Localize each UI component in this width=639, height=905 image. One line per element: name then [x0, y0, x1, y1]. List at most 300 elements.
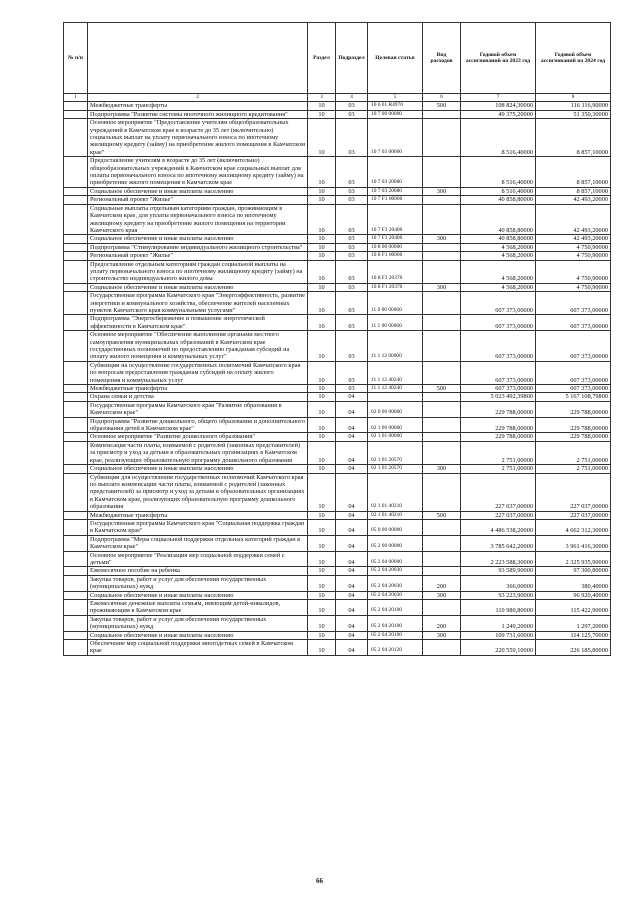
- cell-section: 10: [308, 640, 336, 656]
- cell-2024: 2 751,00000: [536, 441, 611, 464]
- table-row: [64, 292, 611, 315]
- cell-target: 02 1 01 00000: [368, 433, 423, 441]
- cell-2024: 4 750,90000: [536, 260, 611, 283]
- cell-name: Социальное обеспечение и иные выплаты населению: [88, 465, 308, 473]
- cell-2023: 40 858,80000: [461, 204, 536, 235]
- cell-num: [64, 473, 88, 511]
- cell-expense-type: 300: [423, 631, 461, 639]
- table-body: [64, 102, 611, 655]
- cell-section: 10: [308, 235, 336, 243]
- table-row: [64, 551, 611, 567]
- cell-name: Обеспечение мер социальной поддержки многодетных семей в Камчатском крае: [88, 640, 308, 656]
- header-target: Целевая статья: [368, 23, 423, 94]
- cell-num: [64, 575, 88, 591]
- cell-subsection: 04: [336, 575, 368, 591]
- cell-2024: 227 037,00000: [536, 511, 611, 519]
- cell-2024: 607 373,00000: [536, 385, 611, 393]
- cell-target: 02 1 01 20570: [368, 465, 423, 473]
- table-row: [64, 283, 611, 291]
- cell-2023: 93 223,90000: [461, 591, 536, 599]
- cell-2024: 2 325 935,90000: [536, 551, 611, 567]
- cell-name: Компенсация части платы, взимаемой с родителей (законных представителей) за присмотр и уход за детьми в образовательных организациях в Камчатском крае, реализующих образовательную программу дошкольного образования: [88, 441, 308, 464]
- cell-section: 10: [308, 473, 336, 511]
- cell-num: [64, 196, 88, 204]
- cell-num: [64, 187, 88, 195]
- cell-section: 10: [308, 465, 336, 473]
- cell-target: 05 2 04 20100: [368, 600, 423, 616]
- header-2023: Годовой объем ассигнований на 2023 год: [461, 23, 536, 94]
- cell-expense-type: [423, 551, 461, 567]
- cell-name: Подпрограмма "Энергосбережение и повышение энергетической эффективности в Камчатском крае": [88, 315, 308, 331]
- cell-expense-type: 500: [423, 511, 461, 519]
- cell-2023: 40 858,80000: [461, 235, 536, 243]
- cell-target: 11 0 00 00000: [368, 292, 423, 315]
- cell-2023: 5 023 492,39800: [461, 393, 536, 401]
- cell-section: 10: [308, 157, 336, 188]
- cell-num: [64, 361, 88, 384]
- cell-subsection: 03: [336, 110, 368, 118]
- cell-target: [368, 393, 423, 401]
- cell-num: [64, 102, 88, 110]
- cell-target: 05 2 04 20100: [368, 615, 423, 631]
- cell-section: 10: [308, 331, 336, 362]
- cell-2024: 97 300,80000: [536, 567, 611, 575]
- cell-num: [64, 110, 88, 118]
- table-row: [64, 473, 611, 511]
- cell-num: [64, 465, 88, 473]
- cell-name: Межбюджетные трансферты: [88, 511, 308, 519]
- cell-num: [64, 401, 88, 417]
- cell-name: Подпрограмма "Развитие системы ипотечного жилищного кредитования": [88, 110, 308, 118]
- cell-2023: 93 589,90000: [461, 567, 536, 575]
- table-row: [64, 575, 611, 591]
- cell-expense-type: [423, 567, 461, 575]
- cell-section: 10: [308, 535, 336, 551]
- cell-expense-type: 300: [423, 465, 461, 473]
- table-row: [64, 417, 611, 433]
- cell-subsection: 03: [336, 157, 368, 188]
- cell-num: [64, 243, 88, 251]
- cell-num: [64, 252, 88, 260]
- cell-expense-type: [423, 473, 461, 511]
- cell-2024: 226 185,80000: [536, 640, 611, 656]
- table-row: [64, 567, 611, 575]
- cell-subsection: 03: [336, 119, 368, 157]
- cell-2023: 3 785 642,20000: [461, 535, 536, 551]
- cell-name: Закупка товаров, работ и услуг для обеспечения государственных (муниципальных) нужд: [88, 615, 308, 631]
- cell-target: 02 1 01 40210: [368, 511, 423, 519]
- cell-section: 10: [308, 591, 336, 599]
- cell-target: 02 1 01 40210: [368, 473, 423, 511]
- cell-2024: 4 750,90000: [536, 252, 611, 260]
- cell-name: Межбюджетные трансферты: [88, 385, 308, 393]
- cell-2023: 607 373,00000: [461, 292, 536, 315]
- cell-target: 11 1 00 00000: [368, 315, 423, 331]
- cell-2024: 4 750,90000: [536, 243, 611, 251]
- cell-section: 10: [308, 110, 336, 118]
- cell-target: 02 0 00 00000: [368, 401, 423, 417]
- page-number: 66: [316, 877, 323, 885]
- col-number: 6: [423, 94, 461, 102]
- cell-section: 10: [308, 401, 336, 417]
- cell-2023: 2 751,00000: [461, 465, 536, 473]
- cell-expense-type: [423, 292, 461, 315]
- cell-2023: 110 980,80000: [461, 600, 536, 616]
- cell-section: 10: [308, 196, 336, 204]
- cell-expense-type: 200: [423, 575, 461, 591]
- cell-section: 10: [308, 361, 336, 384]
- cell-2024: 51 350,30000: [536, 110, 611, 118]
- cell-subsection: 04: [336, 600, 368, 616]
- cell-expense-type: [423, 119, 461, 157]
- cell-name: Социальное обеспечение и иные выплаты населению: [88, 591, 308, 599]
- header-subsection: Подраздел: [336, 23, 368, 94]
- cell-2024: 42 493,20000: [536, 196, 611, 204]
- cell-expense-type: [423, 204, 461, 235]
- cell-2023: 8 516,40000: [461, 119, 536, 157]
- cell-expense-type: [423, 401, 461, 417]
- cell-subsection: 04: [336, 433, 368, 441]
- cell-target: 02 1 01 20570: [368, 441, 423, 464]
- cell-target: 05 2 04 20030: [368, 575, 423, 591]
- cell-expense-type: [423, 433, 461, 441]
- cell-name: Предоставление учителям в возрасте до 35 лет (включительно) общеобразовательных учреждений в Камчатском крае социальных выплат для оплаты первоначального взноса по ипотечному жилищному кредиту (займу) на приобретение жилого помещения в Камчатском крае: [88, 157, 308, 188]
- cell-2023: 366,00000: [461, 575, 536, 591]
- cell-section: 10: [308, 393, 336, 401]
- cell-2023: 229 788,00000: [461, 433, 536, 441]
- cell-2023: 2 223 588,30000: [461, 551, 536, 567]
- table-row: [64, 631, 611, 639]
- cell-name: Ежемесячное пособие на ребенка: [88, 567, 308, 575]
- table-header-row: [64, 23, 611, 94]
- cell-section: 10: [308, 292, 336, 315]
- cell-section: 10: [308, 519, 336, 535]
- cell-section: 10: [308, 243, 336, 251]
- cell-name: Социальные выплаты отдельным категориям граждан, проживающим в Камчатском крае, для уплаты первоначального взноса по ипотечному жилищному кредиту на приобретение жилого помещения на территории Камчатского края: [88, 204, 308, 235]
- cell-name: Охрана семьи и детства: [88, 393, 308, 401]
- cell-2024: 607 373,00000: [536, 331, 611, 362]
- table-row: [64, 204, 611, 235]
- cell-2023: 1 249,20000: [461, 615, 536, 631]
- cell-expense-type: 500: [423, 102, 461, 110]
- table-row: [64, 511, 611, 519]
- cell-2024: 5 167 108,79800: [536, 393, 611, 401]
- cell-expense-type: [423, 535, 461, 551]
- cell-section: 10: [308, 315, 336, 331]
- cell-2024: 96 920,40000: [536, 591, 611, 599]
- cell-2023: 4 568,20000: [461, 252, 536, 260]
- cell-2023: 4 568,20000: [461, 243, 536, 251]
- cell-expense-type: 300: [423, 235, 461, 243]
- cell-name: Субвенции для осуществления государственных полномочий Камчатского края по выплате компенсации части платы, взимаемой с родителей (законных представителей) за присмотр и уход за детьми в образовательных организациях в Камчатском крае, реализующих образовательную программу дошкольного образования: [88, 473, 308, 511]
- cell-target: 10 8 00 00000: [368, 243, 423, 251]
- col-number: 8: [536, 94, 611, 102]
- cell-num: [64, 331, 88, 362]
- cell-target: 05 2 04 20030: [368, 591, 423, 599]
- header-expense-type: Вид расходов: [423, 23, 461, 94]
- cell-subsection: 04: [336, 393, 368, 401]
- cell-2023: 49 375,20000: [461, 110, 536, 118]
- cell-target: 10 7 03 20080: [368, 157, 423, 188]
- cell-expense-type: [423, 417, 461, 433]
- col-number: 7: [461, 94, 536, 102]
- budget-table: [63, 22, 611, 656]
- cell-num: [64, 283, 88, 291]
- cell-target: 10 8 F1 00000: [368, 252, 423, 260]
- cell-2024: 3 961 416,30000: [536, 535, 611, 551]
- cell-2024: 229 788,00000: [536, 433, 611, 441]
- cell-name: Государственная программа Камчатского края "Энергоэффективность, развитие энергетики и коммунального хозяйства, обеспечение жителей населенных пунктов Камчатского края коммунальными услугами": [88, 292, 308, 315]
- cell-target: 10 7 F1 00000: [368, 196, 423, 204]
- cell-subsection: 04: [336, 401, 368, 417]
- table-row: [64, 110, 611, 118]
- table-row: [64, 535, 611, 551]
- table-row: [64, 331, 611, 362]
- cell-2024: 607 373,00000: [536, 315, 611, 331]
- cell-num: [64, 235, 88, 243]
- cell-2024: 229 788,00000: [536, 401, 611, 417]
- cell-target: 02 1 00 00000: [368, 417, 423, 433]
- cell-expense-type: [423, 600, 461, 616]
- cell-2024: 229 788,00000: [536, 417, 611, 433]
- cell-target: 05 0 00 00000: [368, 519, 423, 535]
- table-row: [64, 196, 611, 204]
- cell-target: 10 8 F1 20370: [368, 283, 423, 291]
- col-number: 1: [64, 94, 88, 102]
- cell-2023: 4 486 538,20000: [461, 519, 536, 535]
- table-row: [64, 600, 611, 616]
- cell-section: 10: [308, 441, 336, 464]
- cell-expense-type: 300: [423, 591, 461, 599]
- col-number: 5: [368, 94, 423, 102]
- cell-name: Основное мероприятие "Реализация мер социальной поддержки семей с детьми": [88, 551, 308, 567]
- cell-name: Подпрограмма "Меры социальной поддержки отдельных категорий граждан в Камчатском крае": [88, 535, 308, 551]
- cell-2023: 109 731,60000: [461, 631, 536, 639]
- cell-2024: 8 857,10000: [536, 157, 611, 188]
- cell-num: [64, 292, 88, 315]
- cell-expense-type: [423, 243, 461, 251]
- table-row: [64, 615, 611, 631]
- cell-subsection: 04: [336, 567, 368, 575]
- cell-num: [64, 511, 88, 519]
- cell-2024: 114 125,70000: [536, 631, 611, 639]
- cell-expense-type: [423, 110, 461, 118]
- table-row: [64, 465, 611, 473]
- cell-expense-type: [423, 519, 461, 535]
- cell-2024: 1 297,20000: [536, 615, 611, 631]
- cell-name: Государственная программа Камчатского края "Развитие образования в Камчатском крае": [88, 401, 308, 417]
- col-number: 4: [336, 94, 368, 102]
- cell-section: 10: [308, 567, 336, 575]
- cell-subsection: 03: [336, 315, 368, 331]
- cell-2023: 8 516,40000: [461, 157, 536, 188]
- cell-expense-type: [423, 441, 461, 464]
- cell-2023: 40 858,80000: [461, 196, 536, 204]
- cell-subsection: 03: [336, 260, 368, 283]
- cell-section: 10: [308, 433, 336, 441]
- col-number: 2: [88, 94, 308, 102]
- cell-target: 10 8 F1 20370: [368, 260, 423, 283]
- cell-name: Закупка товаров, работ и услуг для обеспечения государственных (муниципальных) нужд: [88, 575, 308, 591]
- cell-num: [64, 631, 88, 639]
- cell-num: [64, 441, 88, 464]
- cell-num: [64, 600, 88, 616]
- cell-2023: 108 824,30000: [461, 102, 536, 110]
- cell-num: [64, 315, 88, 331]
- cell-subsection: 04: [336, 441, 368, 464]
- cell-target: 11 1 12 40240: [368, 361, 423, 384]
- cell-section: 10: [308, 551, 336, 567]
- cell-name: Межбюджетные трансферты: [88, 102, 308, 110]
- cell-subsection: 04: [336, 417, 368, 433]
- table-row: [64, 393, 611, 401]
- cell-2024: 2 751,00000: [536, 465, 611, 473]
- cell-expense-type: [423, 640, 461, 656]
- cell-target: 05 2 00 00000: [368, 535, 423, 551]
- header-2024: Годовой объем ассигнований на 2024 год: [536, 23, 611, 94]
- cell-subsection: 03: [336, 187, 368, 195]
- cell-2024: 42 493,20000: [536, 204, 611, 235]
- table-row: [64, 640, 611, 656]
- cell-name: Подпрограмма "Развитие дошкольного, общего образования и дополнительного образования детей в Камчатском крае": [88, 417, 308, 433]
- cell-section: 10: [308, 252, 336, 260]
- table-row: [64, 187, 611, 195]
- cell-subsection: 03: [336, 292, 368, 315]
- header-name: [88, 23, 308, 94]
- cell-expense-type: [423, 331, 461, 362]
- cell-expense-type: 300: [423, 187, 461, 195]
- cell-num: [64, 433, 88, 441]
- cell-subsection: 03: [336, 204, 368, 235]
- cell-expense-type: [423, 252, 461, 260]
- cell-subsection: 04: [336, 465, 368, 473]
- header-num: № п/п: [64, 23, 88, 94]
- cell-subsection: 03: [336, 283, 368, 291]
- table-row: [64, 252, 611, 260]
- cell-subsection: 04: [336, 535, 368, 551]
- cell-2023: 4 568,20000: [461, 283, 536, 291]
- cell-name: Государственная программа Камчатского края "Социальная поддержка граждан в Камчатском крае": [88, 519, 308, 535]
- cell-subsection: 03: [336, 102, 368, 110]
- cell-num: [64, 260, 88, 283]
- cell-target: 11 1 12 40240: [368, 385, 423, 393]
- cell-target: 10 7 03 20080: [368, 187, 423, 195]
- cell-2023: 227 037,00000: [461, 511, 536, 519]
- table-row: [64, 519, 611, 535]
- cell-section: 10: [308, 600, 336, 616]
- cell-2023: 229 788,00000: [461, 401, 536, 417]
- cell-2023: 607 373,00000: [461, 331, 536, 362]
- cell-2024: 607 373,00000: [536, 292, 611, 315]
- cell-name: Социальное обеспечение и иные выплаты населению: [88, 235, 308, 243]
- cell-subsection: 04: [336, 511, 368, 519]
- cell-2024: 227 037,00000: [536, 473, 611, 511]
- cell-2024: 8 857,10000: [536, 119, 611, 157]
- cell-subsection: 04: [336, 519, 368, 535]
- cell-expense-type: [423, 393, 461, 401]
- cell-section: 10: [308, 615, 336, 631]
- cell-name: Региональный проект "Жилье": [88, 252, 308, 260]
- cell-section: 10: [308, 511, 336, 519]
- cell-target: 10 7 03 00000: [368, 119, 423, 157]
- header-section: Раздел: [308, 23, 336, 94]
- cell-target: 05 2 04 20100: [368, 631, 423, 639]
- cell-target: 05 2 04 20030: [368, 567, 423, 575]
- cell-expense-type: [423, 260, 461, 283]
- cell-name: Социальное обеспечение и иные выплаты населению: [88, 283, 308, 291]
- cell-2024: 4 750,90000: [536, 283, 611, 291]
- cell-2023: 2 751,00000: [461, 441, 536, 464]
- cell-num: [64, 535, 88, 551]
- cell-name: Социальное обеспечение и иные выплаты населению: [88, 631, 308, 639]
- cell-name: Подпрограмма "Стимулирование индивидуального жилищного строительства": [88, 243, 308, 251]
- cell-section: 10: [308, 385, 336, 393]
- table-row: [64, 235, 611, 243]
- cell-2023: 8 516,40000: [461, 187, 536, 195]
- cell-name: Основное мероприятие "Развитие дошкольного образования": [88, 433, 308, 441]
- cell-target: 10 7 F1 20400: [368, 235, 423, 243]
- cell-subsection: 03: [336, 331, 368, 362]
- cell-num: [64, 591, 88, 599]
- cell-subsection: 03: [336, 385, 368, 393]
- table-row: [64, 433, 611, 441]
- cell-num: [64, 119, 88, 157]
- cell-target: 10 6 01 R4970: [368, 102, 423, 110]
- cell-num: [64, 519, 88, 535]
- cell-name: Субвенции на осуществление государственных полномочий Камчатского края по вопросам предоставления гражданам субсидий на оплату жилого помещения и коммунальных услуг: [88, 361, 308, 384]
- cell-2023: 607 373,00000: [461, 315, 536, 331]
- cell-num: [64, 567, 88, 575]
- cell-subsection: 03: [336, 235, 368, 243]
- cell-expense-type: 500: [423, 385, 461, 393]
- cell-section: 10: [308, 575, 336, 591]
- cell-2024: 42 493,20000: [536, 235, 611, 243]
- cell-target: 05 2 04 00000: [368, 551, 423, 567]
- cell-num: [64, 385, 88, 393]
- cell-2023: 229 788,00000: [461, 417, 536, 433]
- table-row: [64, 260, 611, 283]
- cell-target: 10 7 F1 20400: [368, 204, 423, 235]
- cell-subsection: 03: [336, 196, 368, 204]
- cell-num: [64, 393, 88, 401]
- cell-2024: 4 662 312,30000: [536, 519, 611, 535]
- cell-num: [64, 204, 88, 235]
- cell-target: 11 1 12 00000: [368, 331, 423, 362]
- cell-expense-type: [423, 196, 461, 204]
- column-number-row: [64, 94, 611, 102]
- cell-2024: 607 373,00000: [536, 361, 611, 384]
- cell-2024: 8 857,10000: [536, 187, 611, 195]
- cell-subsection: 03: [336, 243, 368, 251]
- cell-expense-type: [423, 361, 461, 384]
- cell-name: Ежемесячные денежные выплаты семьям, имеющим детей-инвалидов, проживающим в Камчатском крае: [88, 600, 308, 616]
- table-row: [64, 361, 611, 384]
- table-row: [64, 315, 611, 331]
- cell-section: 10: [308, 204, 336, 235]
- cell-2024: 115 422,90000: [536, 600, 611, 616]
- cell-num: [64, 417, 88, 433]
- cell-expense-type: [423, 157, 461, 188]
- table-row: [64, 243, 611, 251]
- cell-name: Региональный проект "Жилье": [88, 196, 308, 204]
- cell-2023: 607 373,00000: [461, 361, 536, 384]
- cell-subsection: 04: [336, 591, 368, 599]
- cell-2023: 607 373,00000: [461, 385, 536, 393]
- cell-2024: 380,40000: [536, 575, 611, 591]
- table-row: [64, 385, 611, 393]
- table-row: [64, 441, 611, 464]
- cell-target: 10 7 00 00000: [368, 110, 423, 118]
